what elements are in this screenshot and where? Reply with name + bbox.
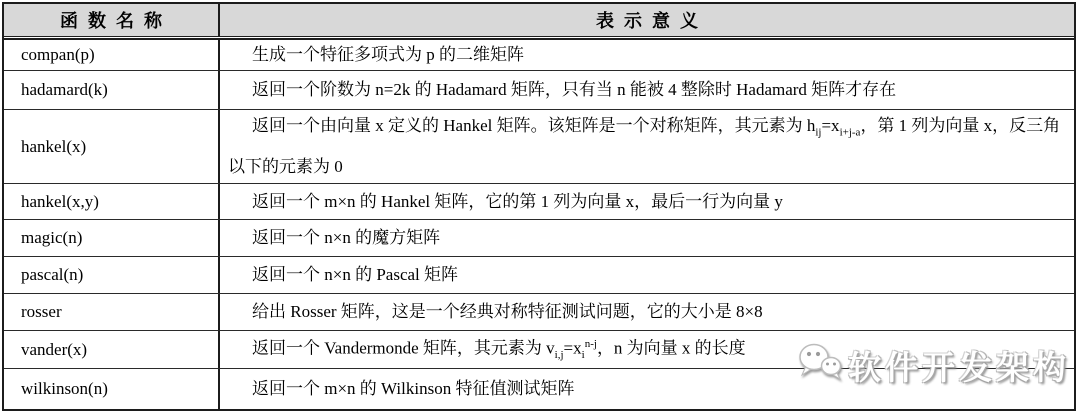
function-name: compan(p) <box>21 45 95 64</box>
table-row <box>4 294 1074 331</box>
table-row <box>4 71 1074 110</box>
table-row <box>4 40 1074 71</box>
function-name-cell <box>4 294 220 330</box>
function-name: hadamard(k) <box>21 80 108 99</box>
functions-table <box>2 2 1076 411</box>
description-text: 返回一个由向量 x 定义的 Hankel 矩阵。该矩阵是一个对称矩阵，其元素为 $h_{ij}=x_{i+j-a}$，第 1 列为向量 x，反三角以下的元素为 0 <box>228 116 1061 176</box>
watermark-label: 软件开发架构 <box>848 351 1070 387</box>
table-row <box>4 369 1074 409</box>
table-row <box>4 331 1074 369</box>
function-name: rosser <box>21 302 62 321</box>
header-label-meaning: 表示意义 <box>596 11 708 31</box>
description-text: 返回一个阶数为 n=2k 的 Hadamard 矩阵，只有当 n 能被 4 整除时 Hadamard 矩阵才存在 <box>252 80 897 99</box>
description-cell <box>220 220 1074 256</box>
function-name-cell <box>4 220 220 256</box>
description-text: 返回一个 Vandermonde 矩阵，其元素为 $v_{i,j}=x_i^{n-j}$，n 为向量 x 的长度 <box>252 337 746 362</box>
description-cell <box>220 71 1074 109</box>
header-cell-function-name <box>4 4 220 36</box>
description-text: 返回一个 m×n 的 Wilkinson 特征值测试矩阵 <box>252 379 575 398</box>
table-row <box>4 220 1074 257</box>
description-text: 返回一个 n×n 的魔方矩阵 <box>252 228 441 247</box>
description-cell <box>220 184 1074 219</box>
description-text: 返回一个 n×n 的 Pascal 矩阵 <box>252 265 459 284</box>
table-header-row <box>4 4 1074 37</box>
description-cell <box>220 369 1074 409</box>
description-text: 生成一个特征多项式为 p 的二维矩阵 <box>252 45 524 64</box>
function-name: pascal(n) <box>21 265 84 284</box>
function-name: wilkinson(n) <box>21 379 108 398</box>
function-name: vander(x) <box>21 339 88 359</box>
function-name: hankel(x,y) <box>21 191 99 211</box>
description-text: 给出 Rosser 矩阵，这是一个经典对称特征测试问题，它的大小是 8×8 <box>252 302 763 321</box>
table-row <box>4 110 1074 184</box>
header-cell-meaning <box>220 4 1074 36</box>
function-name-cell <box>4 257 220 293</box>
function-name: magic(n) <box>21 228 83 247</box>
table-row <box>4 184 1074 220</box>
function-name-cell <box>4 331 220 368</box>
description-cell <box>220 294 1074 330</box>
description-text: 返回一个 m×n 的 Hankel 矩阵，它的第 1 列为向量 x，最后一行为向量 y <box>252 191 783 211</box>
description-cell <box>220 110 1074 183</box>
description-cell <box>220 40 1074 70</box>
function-name-cell <box>4 184 220 219</box>
description-cell <box>220 331 1074 368</box>
function-name: hankel(x) <box>21 136 87 156</box>
function-name-cell <box>4 110 220 183</box>
table-row <box>4 257 1074 294</box>
function-name-cell <box>4 40 220 70</box>
header-label-function-name: 函数名称 <box>60 11 172 31</box>
function-name-cell <box>4 71 220 109</box>
description-cell <box>220 257 1074 293</box>
function-name-cell <box>4 369 220 409</box>
